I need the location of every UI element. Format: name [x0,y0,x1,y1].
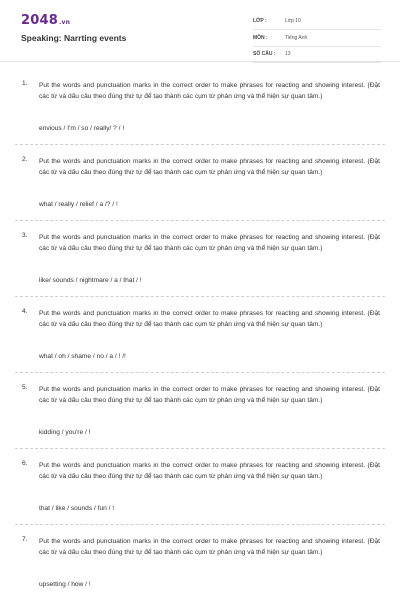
question-number: 1. [22,80,28,87]
question-prompt-words: kidding / you're / ! [39,429,91,436]
question-text: Put the words and punctuation marks in the correct order to make phrases for reacting and showing interest. (Đặt các từ và dấu câu theo đúng thứ tự để tạo thành các cụm từ phản ứng và thể hiện sự quan tâm.) [39,462,380,481]
question-item [0,384,400,460]
meta-row-class [253,15,381,30]
logo-suffix: .vn [58,19,71,26]
question-number: 6. [22,460,28,467]
worksheet-header [0,0,400,62]
question-item [0,232,400,308]
question-text: Put the words and punctuation marks in the correct order to make phrases for reacting and showing interest. (Đặt các từ và dấu câu theo đúng thứ tự để tạo thành các cụm từ phản ứng và thể hiện sự quan tâm.) [39,386,380,405]
question-text: Put the words and punctuation marks in the correct order to make phrases for reacting and showing interest. (Đặt các từ và dấu câu theo đúng thứ tự để tạo thành các cụm từ phản ứng và thể hiện sự quan tâm.) [39,158,380,177]
question-divider [15,144,385,145]
question-item [0,460,400,536]
question-prompt-words: upsetting / how / ! [39,581,91,588]
question-item [0,308,400,384]
meta-row-subject [253,32,381,47]
question-text: Put the words and punctuation marks in the correct order to make phrases for reacting and showing interest. (Đặt các từ và dấu câu theo đúng thứ tự để tạo thành các cụm từ phản ứng và thể hiện sự quan tâm.) [39,538,380,557]
meta-label: MÔN : [253,34,268,41]
question-prompt-words: what / oh / shame / no / a / ! /! [39,353,126,360]
question-number: 5. [22,384,28,391]
question-prompt-words: like/ sounds / nightmare / a / that / ! [39,277,142,284]
worksheet-meta [253,15,381,65]
question-prompt-words: that / like / sounds / fun / ! [39,505,115,512]
logo-text: 2048 [21,13,58,28]
site-logo[interactable] [21,13,70,28]
question-number: 7. [22,536,28,543]
question-item [0,156,400,232]
meta-label: SỐ CÂU : [253,51,276,57]
question-item [0,536,400,600]
meta-value: Lớp 10 [285,18,301,24]
meta-label: LỚP : [253,18,267,24]
question-divider [15,296,385,297]
question-number: 2. [22,156,28,163]
question-text: Put the words and punctuation marks in the correct order to make phrases for reacting and showing interest. (Đặt các từ và dấu câu theo đúng thứ tự để tạo thành các cụm từ phản ứng và thể hiện sự quan tâm.) [39,234,380,253]
question-prompt-words: what / really / relief / a /? / ! [39,201,118,208]
question-number: 4. [22,308,28,315]
question-divider [15,372,385,373]
question-item [0,80,400,156]
question-prompt-words: envious / I'm / so / really/ ? / ! [39,125,125,132]
meta-row-question-count [253,48,381,63]
question-text: Put the words and punctuation marks in the correct order to make phrases for reacting and showing interest. (Đặt các từ và dấu câu theo đúng thứ tự để tạo thành các cụm từ phản ứng và thể hiện sự quan tâm.) [39,82,380,101]
question-divider [15,448,385,449]
question-list [0,80,400,600]
question-text: Put the words and punctuation marks in the correct order to make phrases for reacting and showing interest. (Đặt các từ và dấu câu theo đúng thứ tự để tạo thành các cụm từ phản ứng và thể hiện sự quan tâm.) [39,310,380,329]
worksheet-title: Speaking: Narrting events [21,33,127,43]
meta-value: 13 [285,51,291,57]
question-divider [15,220,385,221]
question-divider [15,524,385,525]
question-number: 3. [22,232,28,239]
meta-value: Tiếng Anh [285,34,308,41]
